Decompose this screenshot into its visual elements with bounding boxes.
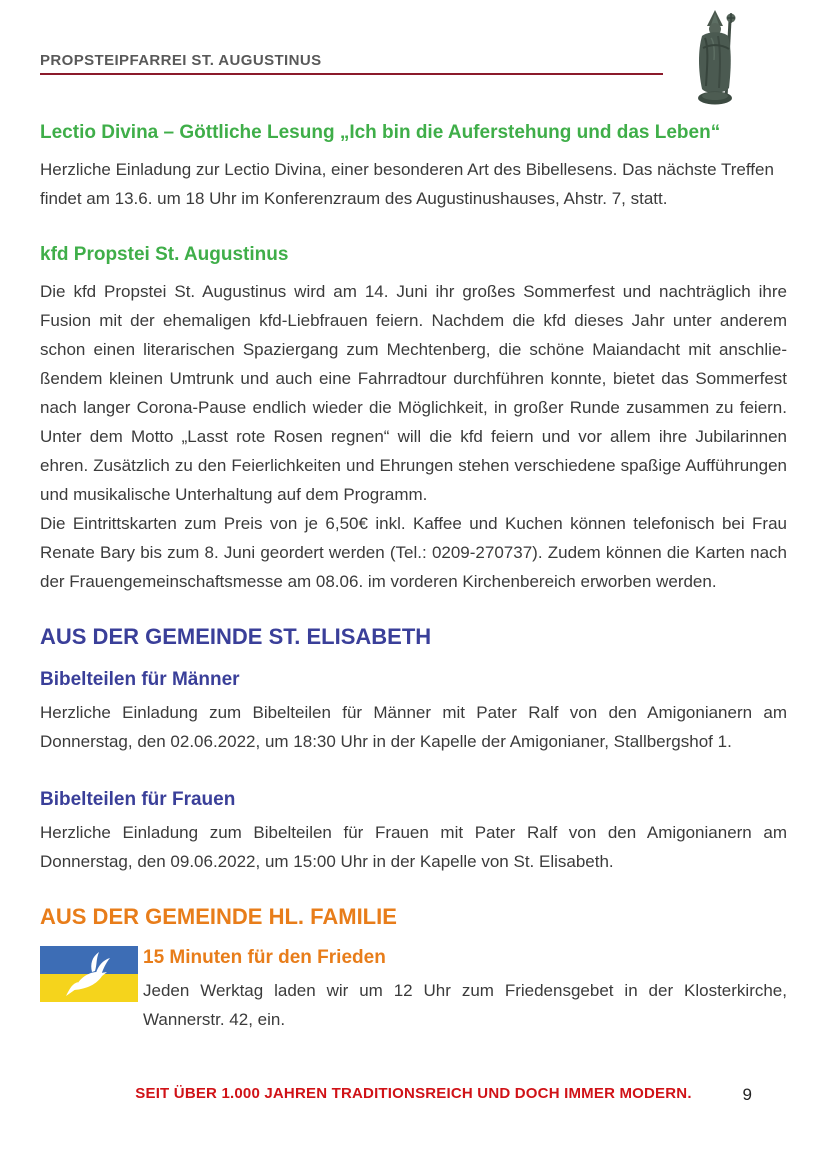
section-title-st-elisabeth: AUS DER GEMEINDE ST. ELISABETH [40,624,432,649]
paragraph-15-minuten: Jeden Werktag laden wir um 12 Uhr zum Friedensgebet in der Klosterkirche, Wannerstr. 42, ein. [143,981,787,1029]
header-rule [40,52,663,75]
page-header-title: PROPSTEIPFARREI ST. AUGUSTINUS [40,52,322,69]
heading-bibelteilen-maenner: Bibelteilen für Männer [40,669,240,690]
augustinus-statue-icon [685,8,748,106]
paragraph-kfd-1: Die kfd Propstei St. Augustinus wird am 14. Juni ihr großes Sommerfest und nachträglich ihre Fusion mit der ehemaligen kfd-Liebfrauen feiern. Nachdem die kfd dieses Jahr unter anderem schon einen literarischen Spaziergang zum Mechtenberg, die schöne Maiandacht mit anschließendem kleinen Umtrunk und auch eine Fahrradtour durchführen konnte, bietet das Sommerfest nach langer Corona-Pause endlich wieder die Möglichkeit, in großer Runde zusammen zu feiern. Unter dem Motto „Lasst rote Rosen regnen“ will die kfd feiern und vor allem ihre Jubilarinnen ehren. Zusätzlich zu den Feierlichkeiten und Ehrungen stehen verschiedene spaßige Aufführungen und musikalische Unterhaltung auf dem Programm. [40,282,787,504]
heading-bibelteilen-frauen: Bibelteilen für Frauen [40,789,236,810]
heading-kfd: kfd Propstei St. Augustinus [40,244,289,265]
ukraine-flag-dove-icon [40,946,138,1002]
section-title-hl-familie: AUS DER GEMEINDE HL. FAMILIE [40,904,397,929]
frieden-block [40,946,787,1034]
heading-15-minuten: 15 Minuten für den Frieden [143,947,386,968]
footer-motto: SEIT ÜBER 1.000 JAHREN TRADITIONSREICH UND DOCH IMMER MODERN. [135,1085,692,1102]
heading-lectio-divina: Lectio Divina – Göttliche Lesung „Ich bin die Auferstehung und das Leben“ [40,122,721,143]
paragraph-lectio-divina: Herzliche Einladung zur Lectio Divina, einer besonderen Art des Bibellesens. Das nächste Treffen findet am 13.6. um 18 Uhr im Konferenzraum des Augustinushauses, Ahstr. 7, statt. [40,160,774,208]
page-number: 9 [742,1085,752,1104]
paragraph-bibelteilen-maenner: Herzliche Einladung zum Bibelteilen für Männer mit Pater Ralf von den Amigonianern am Donnerstag, den 02.06.2022, um 18:30 Uhr in der Kapelle der Amigonianer, Stallbergshof 1. [40,703,787,751]
paragraph-kfd-2: Die Eintrittskarten zum Preis von je 6,50€ inkl. Kaffee und Kuchen können telefonisch bei Frau Renate Bary bis zum 8. Juni geordert werden (Tel.: 0209-270737). Zudem können die Karten nach der Frauengemeinschaftsmesse am 08.06. im vorderen Kirchenbereich erworben werden. [40,514,787,591]
page-footer [40,1085,787,1102]
paragraph-bibelteilen-frauen: Herzliche Einladung zum Bibelteilen für Frauen mit Pater Ralf von den Amigonianern am Donnerstag, den 09.06.2022, um 15:00 Uhr in der Kapelle von St. Elisabeth. [40,823,787,871]
